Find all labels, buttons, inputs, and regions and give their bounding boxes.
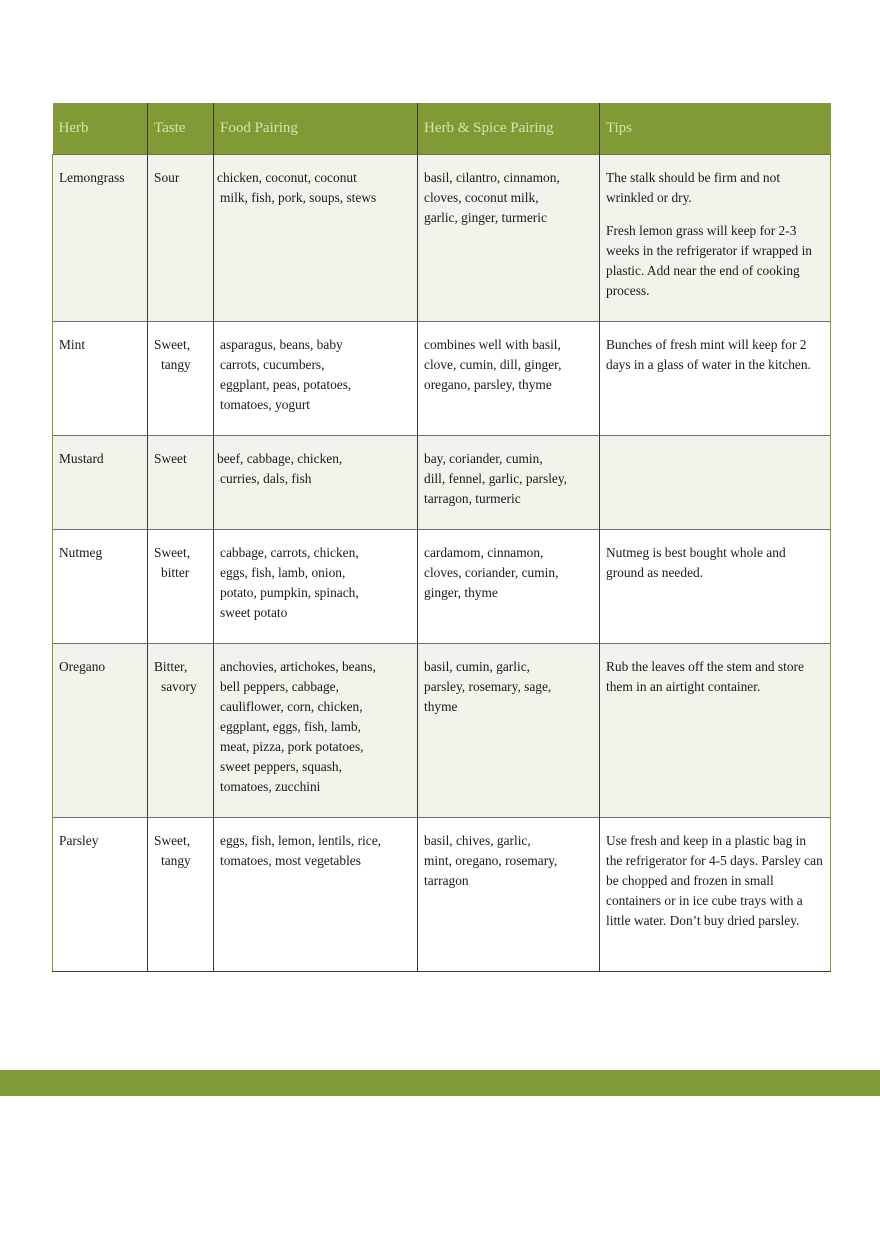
herb-spice-pairing-line: basil, cumin, garlic, (424, 658, 530, 674)
header-herb-spice-pairing: Herb & Spice Pairing (418, 103, 600, 154)
herb-spice-pairing-line: oregano, parsley, thyme (424, 376, 552, 392)
herb-spice-pairing-line: thyme (424, 698, 458, 714)
taste-line: Sweet, (154, 832, 191, 848)
food-pairing-line: beef, cabbage, chicken, (217, 450, 343, 466)
food-pairing-line: sweet peppers, squash, (220, 758, 342, 774)
food-pairing-line: eggplant, peas, potatoes, (220, 376, 352, 392)
food-pairing-cell (214, 321, 418, 435)
food-pairing-line: eggplant, eggs, fish, lamb, (220, 718, 361, 734)
herb-spice-pairing-line: combines well with basil, (424, 336, 561, 352)
food-pairing-line: eggs, fish, lemon, lentils, rice, (220, 832, 382, 848)
herb-spice-pairing-line: bay, coriander, cumin, (424, 450, 543, 466)
table-row (53, 435, 831, 529)
food-pairing-cell (214, 435, 418, 529)
tip-paragraph: Use fresh and keep in a plastic bag in the refrigerator for 4-5 days. Parsley can be chopped and frozen in small containers or in ice cube trays with a little water. Don’t buy dried parsley. (606, 832, 823, 928)
food-pairing-line: asparagus, beans, baby (220, 336, 343, 352)
herb-name-cell: Mint (53, 321, 148, 435)
herb-spice-pairing-cell (418, 643, 600, 817)
food-pairing-line: sweet potato (220, 604, 288, 620)
tips-cell (600, 435, 831, 529)
food-pairing-line: anchovies, artichokes, beans, (220, 658, 376, 674)
herb-spice-pairing-line: garlic, ginger, turmeric (424, 209, 547, 225)
taste-line: tangy (161, 356, 191, 372)
header-tips: Tips (600, 103, 831, 154)
food-pairing-cell (214, 154, 418, 321)
food-pairing-line: cabbage, carrots, chicken, (220, 544, 359, 560)
food-pairing-cell (214, 529, 418, 643)
herb-name-cell: Mustard (53, 435, 148, 529)
herb-spice-pairing-line: basil, cilantro, cinnamon, (424, 169, 560, 185)
herb-spice-pairing-cell (418, 154, 600, 321)
taste-line: Sweet, (154, 544, 191, 560)
food-pairing-line: carrots, cucumbers, (220, 356, 325, 372)
herb-name-cell: Nutmeg (53, 529, 148, 643)
taste-cell (148, 154, 214, 321)
food-pairing-line: chicken, coconut, coconut (217, 169, 357, 185)
food-pairing-line: potato, pumpkin, spinach, (220, 584, 359, 600)
table-row (53, 643, 831, 817)
table-row (53, 529, 831, 643)
tips-cell (600, 154, 831, 321)
footer-band (0, 1070, 880, 1096)
food-pairing-line: eggs, fish, lamb, onion, (220, 564, 346, 580)
taste-line: Bitter, (154, 658, 188, 674)
food-pairing-line: bell peppers, cabbage, (220, 678, 339, 694)
food-pairing-line: meat, pizza, pork potatoes, (220, 738, 364, 754)
taste-line: Sour (154, 169, 180, 185)
taste-line: Sweet, (154, 336, 191, 352)
herb-spice-pairing-line: cloves, coriander, cumin, (424, 564, 559, 580)
herb-spice-pairing-line: ginger, thyme (424, 584, 498, 600)
header-taste: Taste (148, 103, 214, 154)
herb-spice-pairing-line: basil, chives, garlic, (424, 832, 531, 848)
herb-name-cell: Oregano (53, 643, 148, 817)
herb-spice-pairing-line: cloves, coconut milk, (424, 189, 539, 205)
taste-cell (148, 529, 214, 643)
taste-cell (148, 435, 214, 529)
herb-name-cell: Parsley (53, 817, 148, 971)
tip-paragraph: Nutmeg is best bought whole and ground as needed. (606, 544, 786, 580)
herb-spice-pairing-cell (418, 817, 600, 971)
tip-paragraph: The stalk should be firm and not wrinkled or dry. (606, 169, 781, 205)
tips-cell (600, 643, 831, 817)
food-pairing-cell (214, 643, 418, 817)
herb-spice-pairing-line: dill, fennel, garlic, parsley, (424, 470, 568, 486)
herb-spice-pairing-line: tarragon (424, 872, 469, 888)
herb-spice-pairing-line: clove, cumin, dill, ginger, (424, 356, 562, 372)
food-pairing-line: tomatoes, most vegetables (220, 852, 361, 868)
table-body (53, 154, 831, 971)
header-food-pairing: Food Pairing (214, 103, 418, 154)
taste-line: savory (161, 678, 197, 694)
food-pairing-line: cauliflower, corn, chicken, (220, 698, 363, 714)
taste-line: bitter (161, 564, 190, 580)
tip-paragraph: Rub the leaves off the stem and store them in an airtight container. (606, 658, 804, 694)
food-pairing-line: tomatoes, yogurt (220, 396, 311, 412)
taste-cell (148, 817, 214, 971)
herb-spice-pairing-line: mint, oregano, rosemary, (424, 852, 558, 868)
table-row (53, 154, 831, 321)
taste-cell (148, 643, 214, 817)
header-herb: Herb (58, 120, 89, 137)
herb-spice-pairing-line: tarragon, turmeric (424, 490, 521, 506)
herb-spice-pairing-cell (418, 529, 600, 643)
herb-spice-pairing-cell (418, 321, 600, 435)
tip-paragraph: Bunches of fresh mint will keep for 2 days in a glass of water in the kitchen. (606, 336, 811, 372)
tips-cell (600, 321, 831, 435)
taste-line: tangy (161, 852, 191, 868)
table-row (53, 817, 831, 971)
tip-paragraph: Fresh lemon grass will keep for 2-3 weeks in the refrigerator if wrapped in plastic. Add near the end of cooking process. (606, 222, 812, 298)
food-pairing-cell (214, 817, 418, 971)
table-row (53, 321, 831, 435)
herb-spice-pairing-cell (418, 435, 600, 529)
herb-name-cell: Lemongrass (53, 154, 148, 321)
herb-spice-pairing-line: parsley, rosemary, sage, (424, 678, 552, 694)
food-pairing-line: milk, fish, pork, soups, stews (220, 189, 377, 205)
taste-line: Sweet (154, 450, 187, 466)
herb-spice-pairing-line: cardamom, cinnamon, (424, 544, 544, 560)
tips-cell (600, 817, 831, 971)
food-pairing-line: curries, dals, fish (220, 470, 312, 486)
food-pairing-line: tomatoes, zucchini (220, 778, 321, 794)
table-header-row (53, 103, 831, 154)
herb-pairing-table (52, 103, 831, 972)
taste-cell (148, 321, 214, 435)
tips-cell (600, 529, 831, 643)
